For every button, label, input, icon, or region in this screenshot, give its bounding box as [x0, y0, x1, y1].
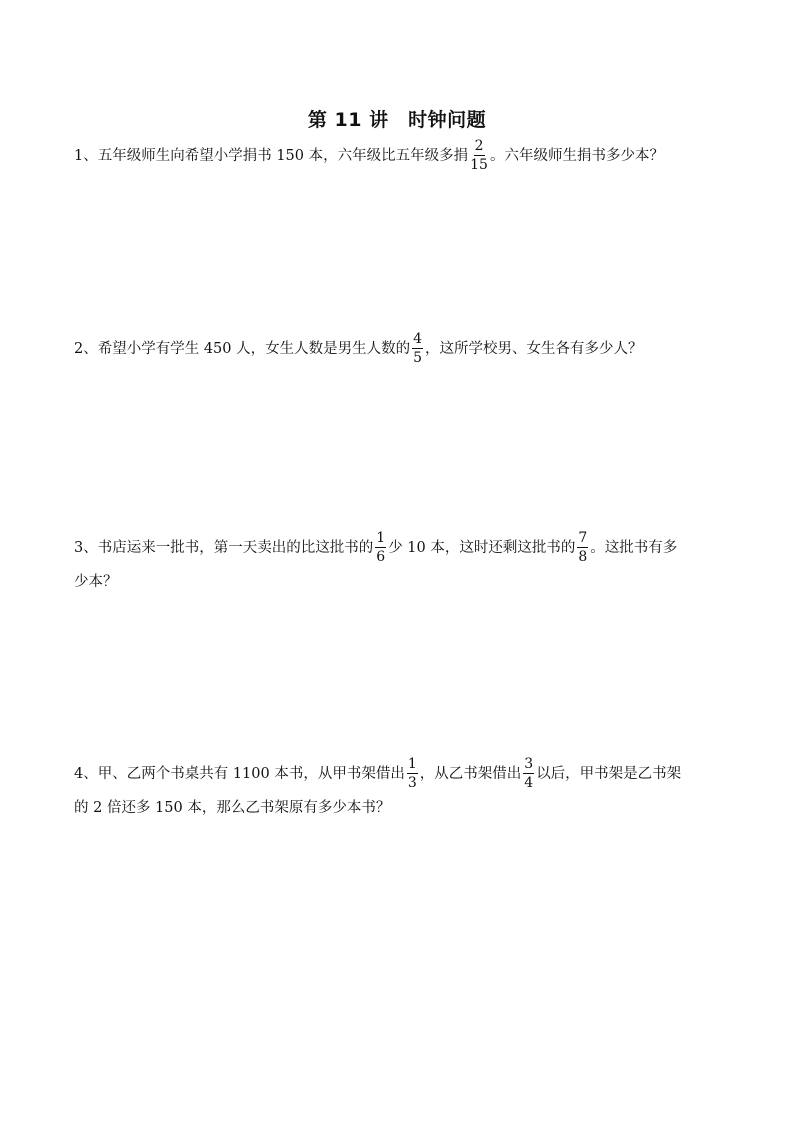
- question-text: 以后，甲书架是乙书架: [536, 766, 682, 782]
- question-text: 的 2 倍还多 150 本，那么乙书架原有多少本书？: [74, 800, 391, 816]
- fraction-numerator: 7: [578, 530, 588, 546]
- fraction-denominator: 3: [407, 775, 417, 791]
- fraction-numerator: 4: [413, 331, 423, 347]
- question-3: [74, 530, 724, 592]
- question-text: 少本？: [74, 574, 118, 590]
- question-line: [74, 331, 724, 366]
- fraction: [470, 139, 488, 173]
- fraction-denominator: 15: [470, 157, 488, 173]
- question-line: [74, 138, 724, 173]
- question-line: [74, 572, 724, 592]
- fraction-denominator: 5: [413, 350, 423, 366]
- question-text: 2、希望小学有学生 450 人，女生人数是男生人数的: [74, 341, 411, 357]
- question-text: ，从乙书架借出: [419, 766, 522, 782]
- question-text: 。六年级师生捐书多少本？: [489, 148, 664, 164]
- fraction-numerator: 1: [407, 756, 417, 772]
- question-line: [74, 798, 724, 818]
- question-2: [74, 331, 724, 366]
- fraction-numerator: 1: [376, 530, 386, 546]
- fraction-denominator: 4: [524, 775, 534, 791]
- question-1: [74, 138, 724, 173]
- question-text: 。这批书有多: [590, 540, 678, 556]
- question-text: 1、五年级师生向希望小学捐书 150 本，六年级比五年级多捐: [74, 148, 469, 164]
- question-text: 4、甲、乙两个书桌共有 1100 本书，从甲书架借出: [74, 766, 405, 782]
- fraction-numerator: 2: [474, 138, 484, 154]
- question-line: [74, 756, 724, 791]
- fraction: [523, 757, 534, 791]
- fraction: [577, 531, 588, 565]
- question-line: [74, 530, 724, 565]
- fraction: [375, 531, 386, 565]
- question-4: [74, 756, 724, 818]
- fraction: [412, 332, 423, 366]
- page-title: 第 11 讲 时钟问题: [307, 109, 487, 131]
- fraction: [407, 757, 418, 791]
- question-text: 少 10 本，这时还剩这批书的: [388, 540, 576, 556]
- question-text: 3、书店运来一批书，第一天卖出的比这批书的: [74, 540, 374, 556]
- fraction-numerator: 3: [524, 756, 534, 772]
- fraction-denominator: 8: [578, 549, 588, 565]
- fraction-denominator: 6: [376, 549, 386, 565]
- question-text: ，这所学校男、女生各有多少人？: [425, 341, 643, 357]
